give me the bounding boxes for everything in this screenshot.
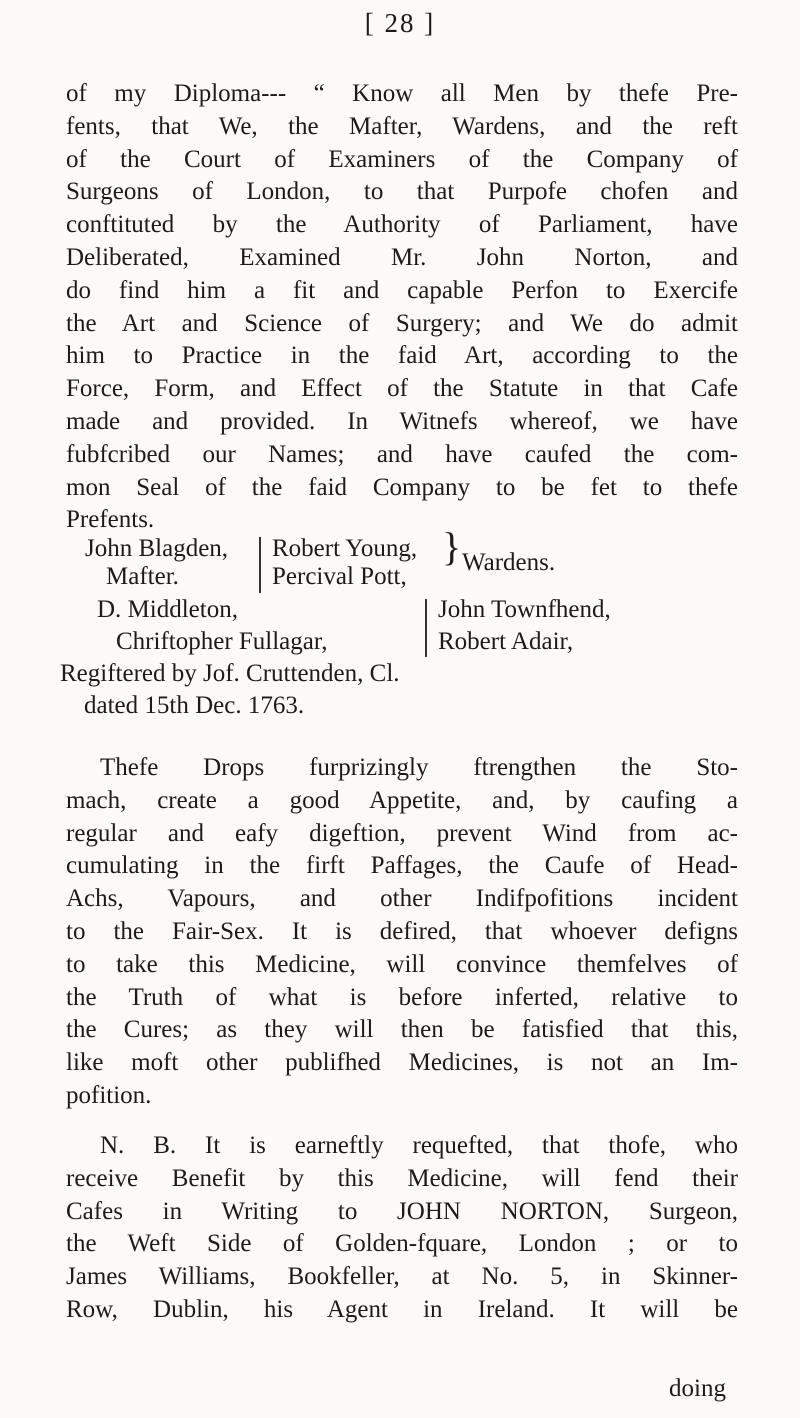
text-line: of my Diploma--- “ Know all Men by thefe Pre- bbox=[66, 80, 738, 107]
text-line: regular and eafy digeftion, prevent Wind from ac- bbox=[66, 819, 738, 847]
text-line: conftituted by the Authority of Parliament, have bbox=[66, 211, 738, 239]
warden-name: Percival Pott, bbox=[272, 563, 407, 590]
brace-mark: } bbox=[442, 524, 462, 569]
text-line: like moft other publifhed Medicines, is not an Im- bbox=[66, 1049, 738, 1077]
text-line: of the Court of Examiners of the Company of bbox=[66, 145, 738, 173]
text-line: made and provided. In Witnefs whereof, we have bbox=[66, 407, 738, 435]
text-line: do find him a fit and capable Perfon to Exercife bbox=[66, 276, 738, 304]
text-line: cumulating in the firft Paffages, the Caufe of Head- bbox=[66, 852, 738, 880]
text-line: Thefe Drops furprizingly ftrengthen the Sto- bbox=[100, 754, 738, 781]
nota-bene-paragraph bbox=[66, 1130, 738, 1327]
master-name: John Blagden, bbox=[85, 535, 229, 562]
text-line: Prefents. bbox=[66, 506, 155, 534]
text-line: the Art and Science of Surgery; and We do admit bbox=[66, 309, 738, 337]
text-line: the Truth of what is before inferted, relative to bbox=[66, 983, 738, 1011]
text-line: receive Benefit by this Medicine, will fend their bbox=[66, 1164, 738, 1192]
text-line: him to Practice in the faid Art, according to the bbox=[66, 342, 738, 370]
registration-note: Regiftered by Jof. Cruttenden, Cl. bbox=[60, 660, 400, 687]
text-line: Achs, Vapours, and other Indifpofitions incident bbox=[66, 885, 738, 913]
text-line: the Cures; as they will then be fatisfied that this, bbox=[66, 1016, 738, 1044]
text-line: Force, Form, and Effect of the Statute in that Cafe bbox=[66, 375, 738, 403]
signatory-name: Chriftopher Fullagar, bbox=[116, 628, 328, 655]
text-line: to the Fair-Sex. It is defired, that whoever defigns bbox=[66, 917, 738, 945]
diploma-paragraph bbox=[66, 78, 738, 537]
text-line: Cafes in Writing to JOHN NORTON, Surgeon, bbox=[66, 1197, 738, 1225]
text-line: pofition. bbox=[66, 1081, 152, 1109]
text-line: Surgeons of London, to that Purpofe chofen and bbox=[66, 178, 738, 206]
text-line: fubfcribed our Names; and have caufed the com- bbox=[66, 440, 738, 468]
text-line: mon Seal of the faid Company to be fet to thefe bbox=[66, 473, 738, 501]
warden-name: Robert Young, bbox=[272, 535, 418, 562]
text-line: the Weft Side of Golden-fquare, London ; or to bbox=[66, 1230, 738, 1258]
wardens-label: Wardens. bbox=[462, 549, 556, 576]
text-line: James Williams, Bookfeller, at No. 5, in Skinner- bbox=[66, 1263, 738, 1291]
catchword: doing bbox=[669, 1375, 726, 1402]
text-line: N. B. It is earneftly requefted, that thofe, who bbox=[100, 1132, 738, 1159]
master-title: Mafter. bbox=[106, 563, 179, 590]
signatory-name: Robert Adair, bbox=[438, 628, 574, 655]
text-line: Row, Dublin, his Agent in Ireland. It will be bbox=[66, 1295, 738, 1323]
signatory-name: D. Middleton, bbox=[97, 596, 238, 623]
page-number-header: [ 28 ] bbox=[364, 8, 436, 38]
text-line: to take this Medicine, will convince themfelves of bbox=[66, 950, 738, 978]
column-rule bbox=[425, 599, 427, 657]
signatory-name: John Townfhend, bbox=[438, 596, 611, 623]
column-rule bbox=[259, 537, 261, 593]
date-note: dated 15th Dec. 1763. bbox=[84, 692, 305, 719]
text-line: Deliberated, Examined Mr. John Norton, and bbox=[66, 243, 738, 271]
signature-block bbox=[0, 524, 800, 755]
text-line: mach, create a good Appetite, and, by caufing a bbox=[66, 786, 738, 814]
drops-description-paragraph bbox=[66, 752, 738, 1113]
text-line: fents, that We, the Mafter, Wardens, and the reft bbox=[66, 112, 738, 140]
